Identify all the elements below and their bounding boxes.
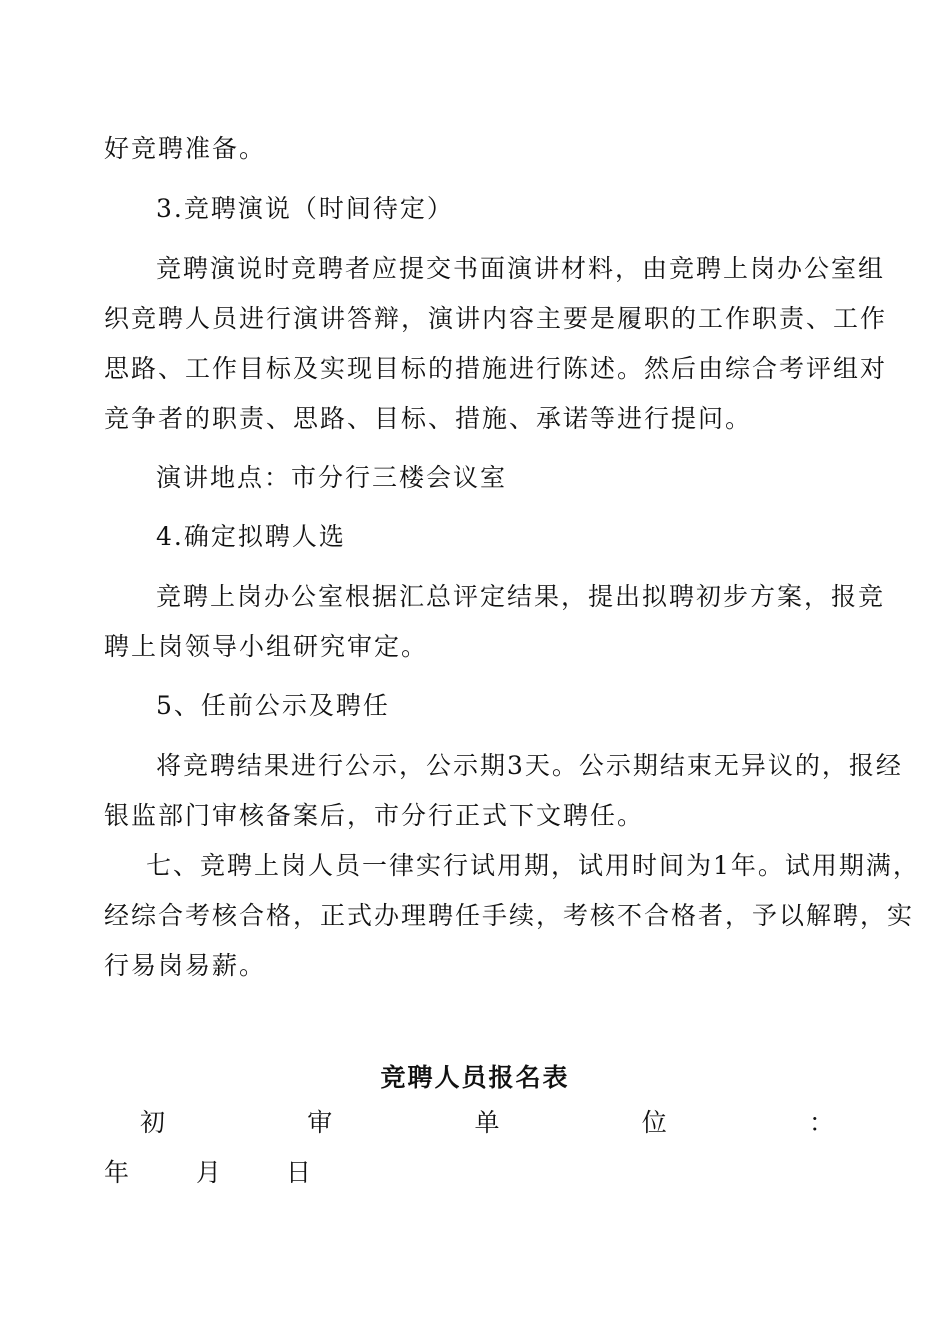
month-label: 月 <box>196 1158 222 1187</box>
unit-label-char: ： <box>808 1108 834 1137</box>
section-heading-5: 5、任前公示及聘任 <box>156 691 390 720</box>
paragraph-line: 思路、工作目标及实现目标的措施进行陈述。然后由综合考评组对 <box>104 354 888 383</box>
paragraph-line: 织竞聘人员进行演讲答辩，演讲内容主要是履职的工作职责、工作 <box>104 304 888 333</box>
paragraph-line: 行易岗易薪。 <box>104 951 267 980</box>
paragraph-line: 竞争者的职责、思路、目标、措施、承诺等进行提问。 <box>104 404 753 433</box>
form-title: 竞聘人员报名表 <box>380 1063 570 1092</box>
paragraph-line: 好竞聘准备。 <box>104 134 267 163</box>
unit-label-char: 审 <box>307 1108 333 1137</box>
unit-label-char: 单 <box>474 1108 500 1137</box>
unit-label-char: 位 <box>641 1108 667 1137</box>
paragraph-line: 演讲地点：市分行三楼会议室 <box>156 463 508 492</box>
paragraph-line: 竞聘演说时竞聘者应提交书面演讲材料，由竞聘上岗办公室组 <box>156 254 886 283</box>
paragraph-line: 竞聘上岗办公室根据汇总评定结果，提出拟聘初步方案，报竞 <box>156 582 886 611</box>
section-heading-3: 3.竞聘演说（时间待定） <box>156 194 454 223</box>
day-label: 日 <box>286 1158 312 1187</box>
paragraph-line: 经综合考核合格，正式办理聘任手续，考核不合格者，予以解聘，实 <box>104 901 915 930</box>
paragraph-line: 将竞聘结果进行公示，公示期3天。公示期结束无异议的，报经 <box>156 751 903 780</box>
paragraph-line: 银监部门审核备案后，市分行正式下文聘任。 <box>104 801 645 830</box>
section-heading-4: 4.确定拟聘人选 <box>156 522 346 551</box>
unit-label-char: 初 <box>140 1108 166 1137</box>
paragraph-line: 聘上岗领导小组研究审定。 <box>104 632 429 661</box>
unit-label-row <box>140 1108 834 1138</box>
year-label: 年 <box>104 1158 130 1187</box>
paragraph-line: 七、竞聘上岗人员一律实行试用期，试用时间为1年。试用期满， <box>146 851 920 880</box>
